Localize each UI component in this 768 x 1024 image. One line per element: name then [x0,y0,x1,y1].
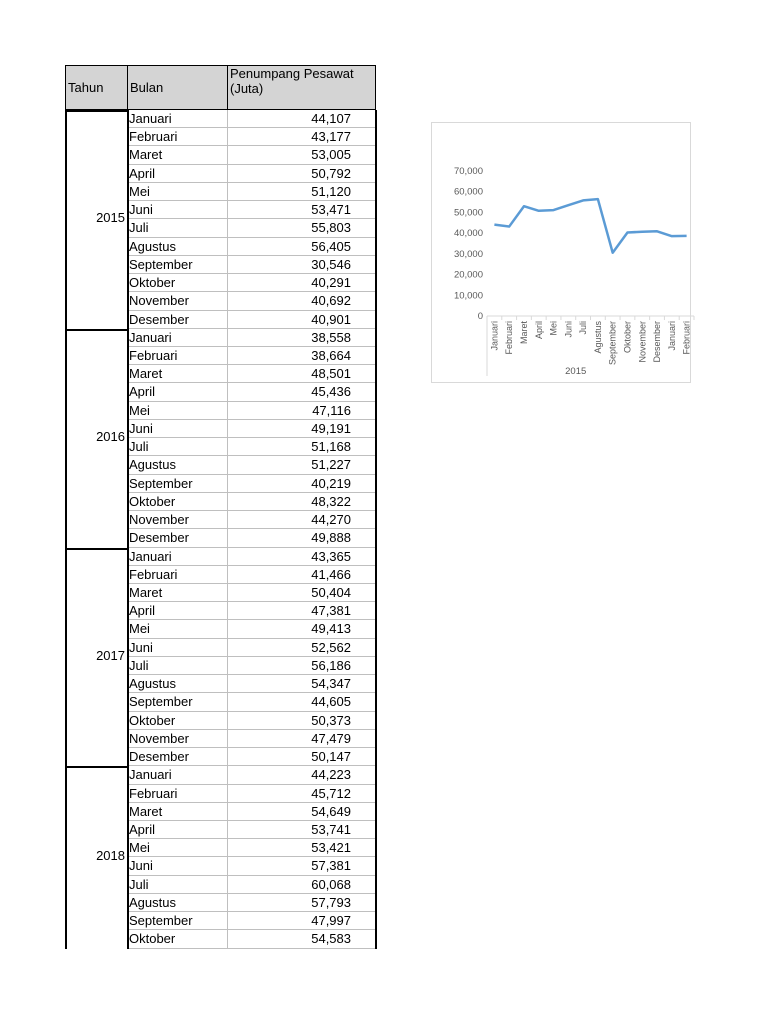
value-cell[interactable]: 57,381 [311,858,351,874]
month-cell[interactable]: Januari [129,111,172,126]
value-cell[interactable]: 49,888 [311,530,351,546]
group-top-border [65,110,127,112]
month-left-border [127,110,129,949]
chart [431,122,691,383]
header-year[interactable] [65,65,127,110]
month-cell[interactable]: Januari [129,548,172,564]
group-top-border [65,766,127,768]
y-tick-label: 10,000 [453,290,483,302]
value-cell[interactable]: 53,471 [311,202,351,218]
y-tick-label: 0 [477,311,483,322]
month-cell[interactable]: Juli [129,220,149,236]
value-cell[interactable]: 48,322 [311,493,351,509]
month-cell[interactable]: Maret [129,803,163,819]
month-cell[interactable]: Juni [129,420,153,436]
month-cell[interactable]: November [129,512,189,528]
value-cell[interactable]: 40,219 [311,475,351,491]
month-cell[interactable]: Juli [129,876,149,892]
x-tick-label: Februari [681,321,692,355]
value-cell[interactable]: 52,562 [311,639,351,655]
line-chart [432,123,690,382]
group-top-border [65,329,127,331]
month-cell[interactable]: Agustus [129,676,176,692]
value-cell[interactable]: 47,381 [311,603,351,619]
year-label[interactable]: 2015 [96,210,125,226]
header-value-label: Penumpang Pesawat (Juta) [230,66,354,96]
x-tick-label: Januari [489,321,500,351]
month-cell[interactable]: Oktober [129,931,176,947]
value-cell[interactable]: 56,405 [311,238,351,254]
value-cell[interactable]: 54,583 [311,931,351,947]
row-divider [127,948,376,949]
x-tick-label: Januari [666,321,677,351]
value-cell[interactable]: 54,649 [311,803,351,819]
value-cell[interactable]: 50,792 [311,165,351,181]
x-tick-label: Juni [563,321,574,338]
month-cell[interactable]: Oktober [129,493,176,509]
month-cell[interactable]: November [129,293,189,309]
value-cell[interactable]: 44,107 [311,111,351,126]
month-cell[interactable]: April [129,165,156,181]
x-tick-label: Oktober [622,321,633,354]
month-cell[interactable]: Maret [129,147,163,163]
header-month-label: Bulan [130,80,164,95]
month-cell[interactable]: Juni [129,639,153,655]
month-cell[interactable]: Mei [129,621,150,637]
month-cell[interactable]: Mei [129,183,150,199]
month-cell[interactable]: Desember [129,749,189,765]
month-cell[interactable]: Mei [129,840,150,856]
month-cell[interactable]: September [129,694,193,710]
value-cell[interactable]: 50,373 [311,712,351,728]
value-cell[interactable]: 57,793 [311,894,351,910]
series-line [494,199,686,253]
header-year-label: Tahun [68,80,104,95]
value-cell[interactable]: 55,803 [311,220,351,236]
value-cell[interactable]: 43,177 [311,129,351,145]
value-cell[interactable]: 30,546 [311,256,351,272]
value-cell[interactable]: 51,168 [311,439,351,455]
x-tick-label: April [533,321,544,340]
x-tick-label: Februari [504,321,515,355]
month-cell[interactable]: Oktober [129,712,176,728]
month-cell[interactable]: Mei [129,402,150,418]
group-left-border [65,548,67,767]
x-tick-label: Desember [652,321,663,363]
month-cell[interactable]: Februari [129,785,178,801]
month-cell[interactable]: Januari [129,767,172,783]
x-tick-label: Juli [578,321,589,335]
value-cell[interactable]: 47,116 [312,402,351,418]
y-tick-label: 40,000 [453,228,483,240]
month-cell[interactable]: Agustus [129,457,176,473]
value-cell[interactable]: 51,120 [311,183,351,199]
value-cell[interactable]: 45,712 [311,785,351,801]
header-month[interactable] [127,65,227,110]
month-cell[interactable]: Februari [129,566,178,582]
value-cell[interactable]: 40,901 [311,311,351,327]
month-cell[interactable]: Maret [129,366,163,382]
x-tick-label: September [607,321,618,366]
value-cell[interactable]: 47,479 [311,730,351,746]
month-cell[interactable]: Desember [129,530,189,546]
month-cell[interactable]: Februari [129,129,178,145]
value-cell[interactable]: 45,436 [311,384,351,400]
value-cell[interactable]: 47,997 [311,913,351,929]
x-tick-label: Agustus [592,321,603,354]
value-cell[interactable]: 44,223 [311,767,351,783]
y-tick-label: 70,000 [453,166,483,177]
value-cell[interactable]: 53,741 [311,821,351,837]
group-left-border [65,110,67,329]
year-label[interactable]: 2016 [96,429,125,445]
y-tick-label: 20,000 [453,269,483,281]
year-label[interactable]: 2018 [96,848,125,864]
value-cell[interactable]: 41,466 [311,566,351,582]
y-tick-label: 60,000 [453,186,483,198]
group-left-border [65,329,67,548]
value-cell[interactable]: 48,501 [311,366,351,382]
month-cell[interactable]: April [129,821,156,837]
value-cell[interactable]: 44,270 [311,512,351,528]
month-cell[interactable]: Juli [129,657,149,673]
value-cell[interactable]: 53,005 [311,147,351,163]
y-tick-label: 30,000 [453,248,483,260]
month-cell[interactable]: September [129,475,193,491]
group-label: 2015 [565,366,587,377]
value-cell[interactable]: 51,227 [311,457,351,473]
value-cell[interactable]: 43,365 [311,548,351,564]
x-tick-label: Mei [548,321,559,336]
month-cell[interactable]: September [129,913,193,929]
month-cell[interactable]: April [129,384,156,400]
month-cell[interactable]: Maret [129,584,163,600]
header-value[interactable] [227,65,376,110]
value-cell[interactable]: 56,186 [311,657,351,673]
value-cell[interactable]: 44,605 [311,694,351,710]
month-cell[interactable]: Januari [129,329,172,345]
value-cell[interactable]: 49,191 [311,420,351,436]
value-cell[interactable]: 53,421 [311,840,351,856]
group-top-border [65,548,127,550]
month-cell[interactable]: Juli [129,439,149,455]
month-cell[interactable]: Februari [129,347,178,363]
month-cell[interactable]: September [129,256,193,272]
value-cell[interactable]: 38,558 [311,329,351,345]
x-tick-label: Maret [518,321,529,345]
month-cell[interactable]: November [129,730,189,746]
value-cell[interactable]: 40,692 [311,293,351,309]
value-cell[interactable]: 54,347 [311,676,351,692]
value-cell[interactable]: 60,068 [311,876,351,892]
value-cell[interactable]: 40,291 [311,275,351,291]
table-right-border [375,110,377,949]
month-cell[interactable]: Agustus [129,894,176,910]
month-cell[interactable]: Juni [129,202,153,218]
value-cell[interactable]: 38,664 [311,347,351,363]
month-cell[interactable]: April [129,603,156,619]
month-cell[interactable]: Desember [129,311,189,327]
value-left-border [227,110,228,949]
month-cell[interactable]: Agustus [129,238,176,254]
y-tick-label: 50,000 [453,207,483,219]
x-tick-label: November [637,321,648,363]
month-cell[interactable]: Oktober [129,275,176,291]
year-label[interactable]: 2017 [96,647,125,663]
value-cell[interactable]: 50,404 [311,584,351,600]
value-cell[interactable]: 49,413 [311,621,351,637]
month-cell[interactable]: Juni [129,858,153,874]
value-cell[interactable]: 50,147 [311,749,351,765]
group-left-border [65,766,67,948]
